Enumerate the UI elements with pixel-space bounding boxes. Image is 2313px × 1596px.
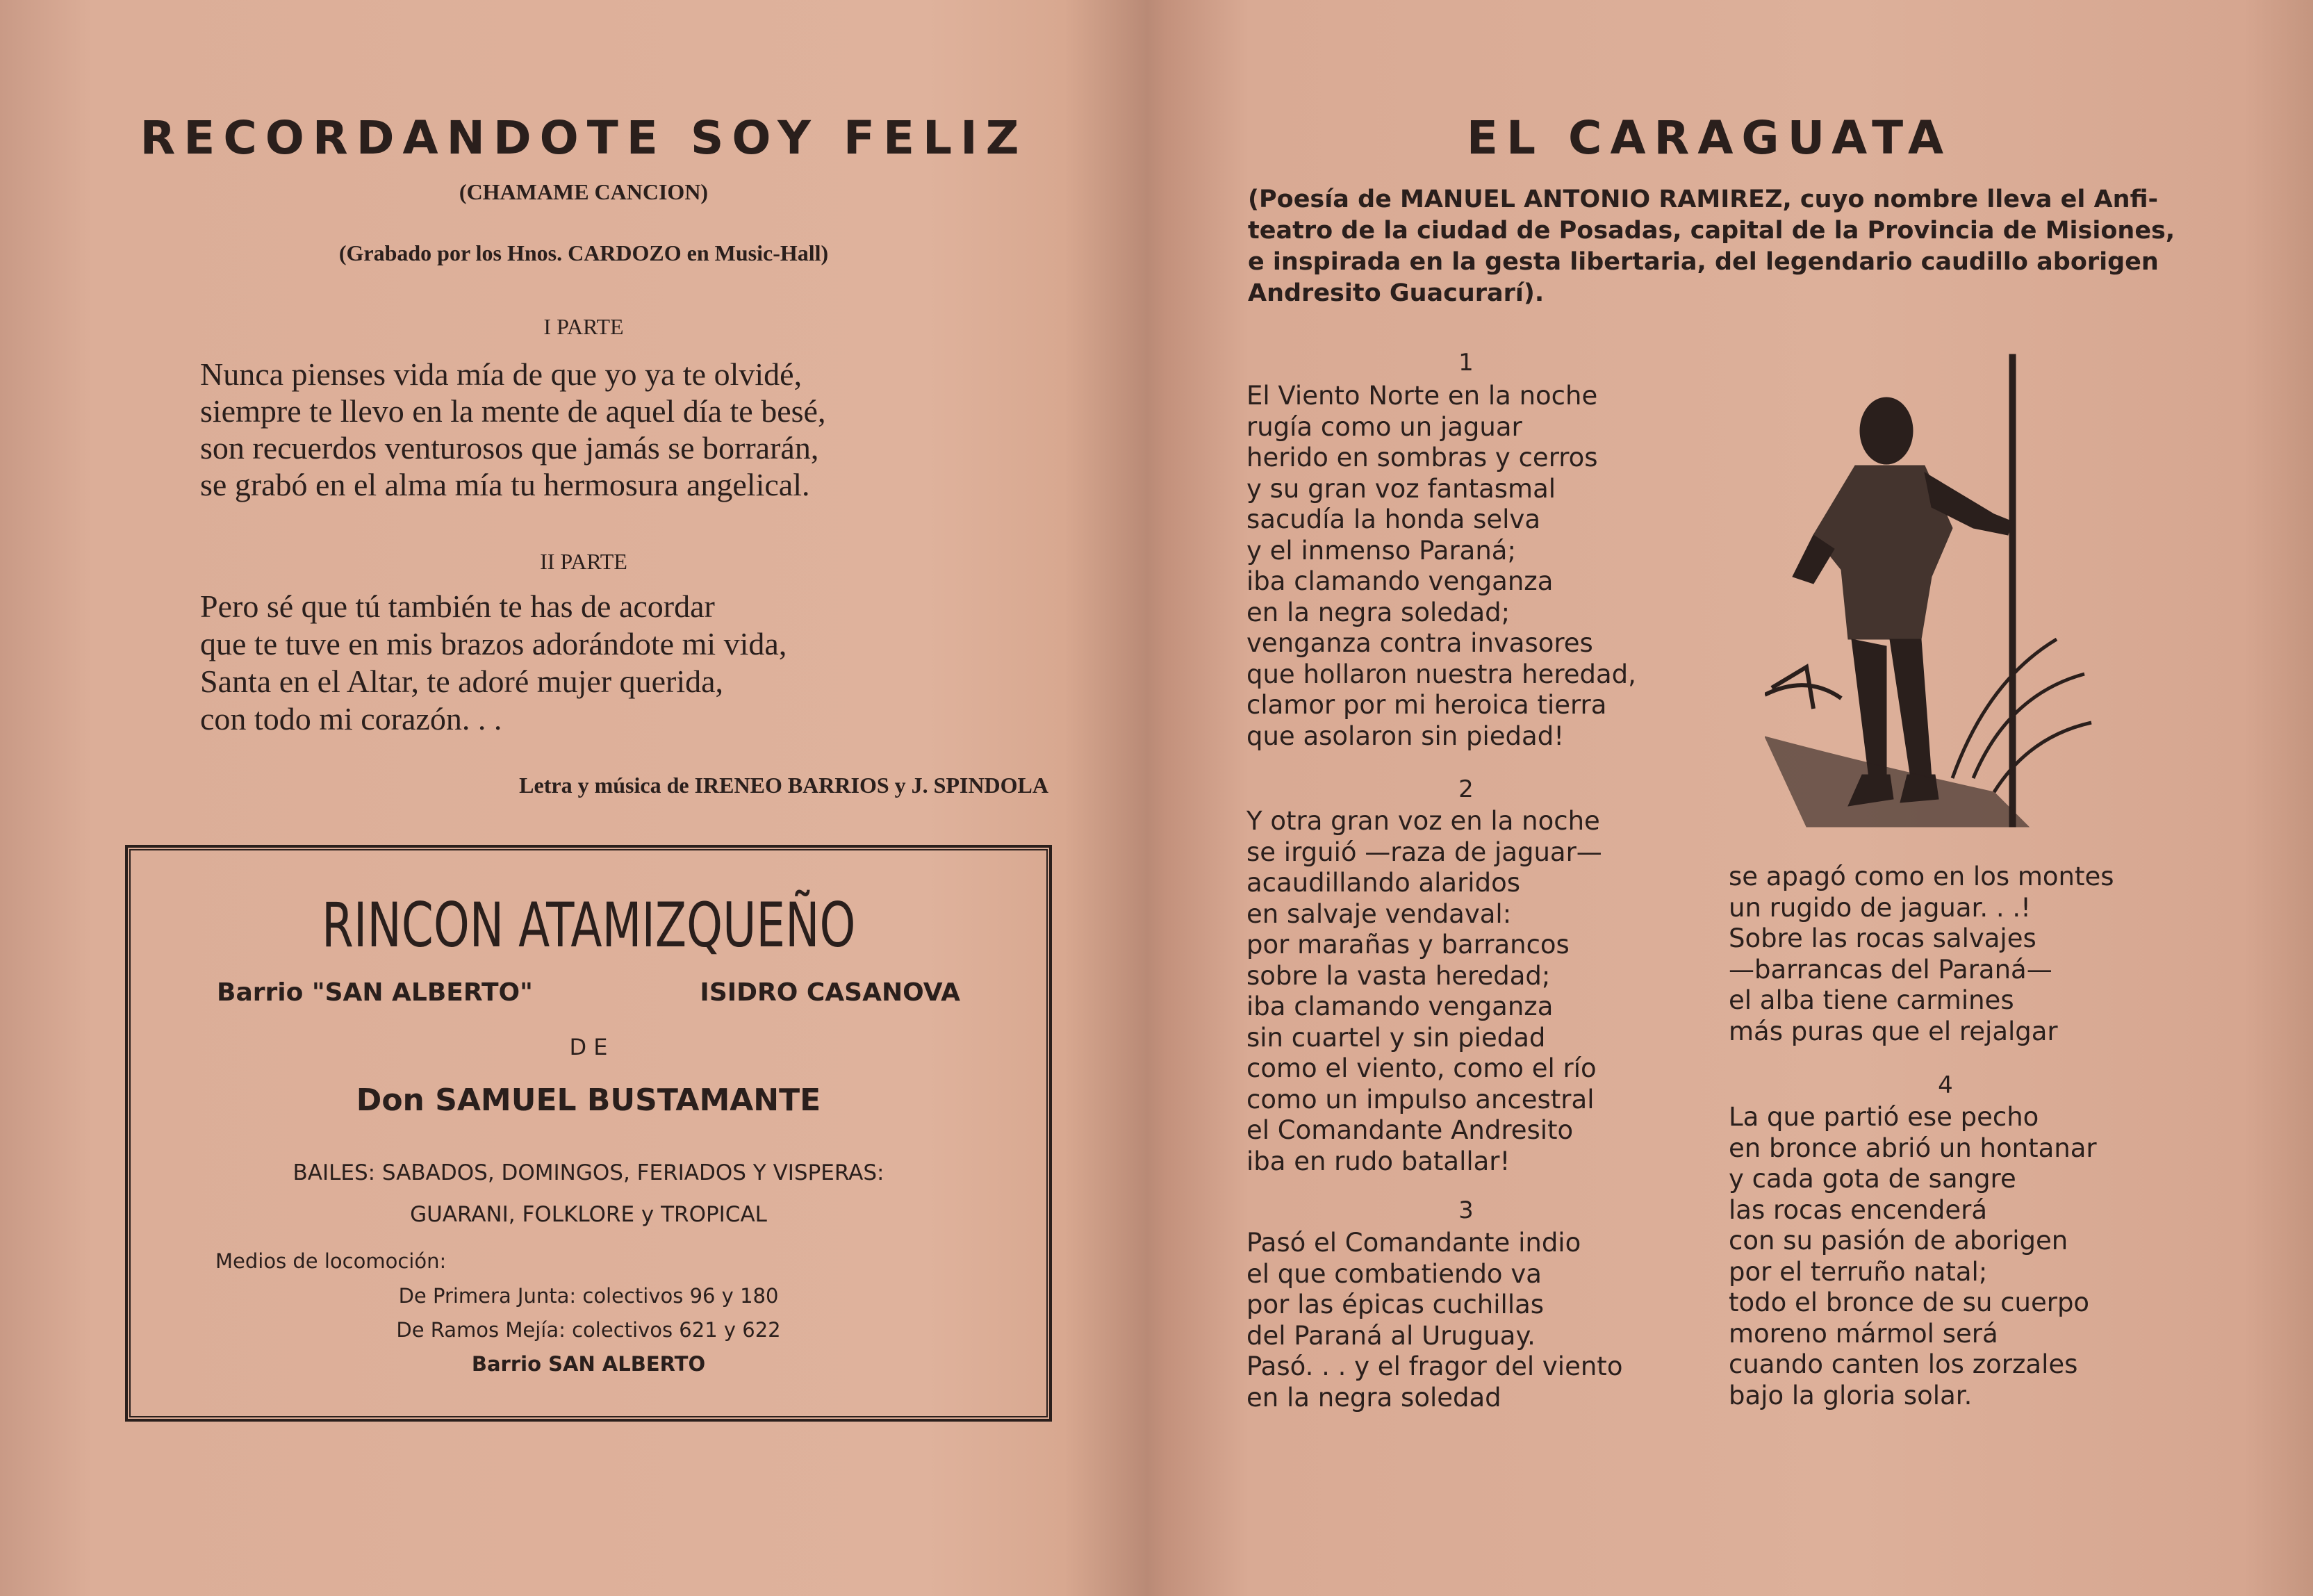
song-title: RECORDANDOTE SOY FELIZ	[140, 111, 1028, 165]
intro-line: (Poesía de MANUEL ANTONIO RAMIREZ, cuyo nombre lleva el Anfi-	[1248, 186, 2159, 213]
ad-transport-label: Medios de locomoción:	[215, 1249, 447, 1273]
poem-line: como el viento, como el río	[1246, 1053, 1597, 1083]
poem-line: en bronce abrió un hontanar	[1729, 1133, 2097, 1163]
poem-line: en salvaje vendaval:	[1246, 898, 1512, 929]
verse-line: son recuerdos venturosos que jamás se borrarán,	[200, 430, 819, 466]
poem-line: cuando canten los zorzales	[1729, 1349, 2078, 1379]
intro-line: Andresito Guacurarí).	[1248, 279, 1545, 307]
verse-line: Pero sé que tú también te has de acordar	[200, 589, 715, 624]
verse-line: Santa en el Altar, te adoré mujer querida,	[200, 664, 724, 699]
poem-line: en la negra soledad;	[1246, 597, 1511, 627]
poem-line: que asolaron sin piedad!	[1246, 721, 1565, 751]
poem-line: se irguió —raza de jaguar—	[1246, 837, 1602, 867]
poem-line: El Viento Norte en la noche	[1246, 381, 1598, 411]
poem-line: las rocas encenderá	[1729, 1194, 1987, 1225]
poem-line: más puras que el rejalgar	[1729, 1016, 2058, 1046]
poem-line: Pasó el Comandante indio	[1246, 1228, 1581, 1258]
indigenous-warrior-illustration	[1765, 347, 2105, 848]
stanza-number: 1	[1458, 349, 1474, 377]
intro-line: teatro de la ciudad de Posadas, capital de la Provincia de Misiones,	[1248, 217, 2175, 245]
poem-line: iba clamando venganza	[1246, 566, 1554, 596]
poem-line: sobre la vasta heredad;	[1246, 960, 1551, 991]
part-heading: I PARTE	[543, 314, 624, 339]
poem-line: bajo la gloria solar.	[1729, 1380, 1973, 1410]
stanza-number: 2	[1458, 775, 1474, 803]
stanza-3-continued	[1729, 862, 2114, 1047]
recording-note: (Grabado por los Hnos. CARDOZO en Music-Hall)	[338, 240, 829, 265]
intro-line: e inspirada en la gesta libertaria, del legendario caudillo aborigen	[1248, 248, 2159, 276]
poem-line: La que partió ese pecho	[1729, 1102, 2039, 1132]
ad-venue-name: RINCON ATAMIZQUEÑO	[321, 889, 856, 961]
poem-intro	[1248, 184, 2175, 309]
poem-line: todo el bronce de su cuerpo	[1729, 1288, 2090, 1317]
stanza-1	[1246, 381, 1636, 752]
verse-line: con todo mi corazón. . .	[200, 701, 502, 737]
poem-line: venganza contra invasores	[1246, 628, 1593, 658]
poem-line: sin cuartel y sin piedad	[1246, 1022, 1546, 1053]
ad-music: GUARANI, FOLKLORE y TROPICAL	[410, 1202, 767, 1227]
stanza-2	[1246, 806, 1602, 1177]
verse-line: que te tuve en mis brazos adorándote mi vida,	[200, 626, 787, 661]
poem-line: por las épicas cuchillas	[1246, 1290, 1545, 1319]
poem-line: clamor por mi heroica tierra	[1246, 690, 1607, 720]
ad-transport-1: De Primera Junta: colectivos 96 y 180	[398, 1284, 779, 1308]
ad-owner: Don SAMUEL BUSTAMANTE	[356, 1083, 821, 1118]
song-credits: Letra y música de IRENEO BARRIOS y J. SPINDOLA	[519, 773, 1048, 798]
poem-line: iba clamando venganza	[1246, 992, 1554, 1021]
poem-line: iba en rudo batallar!	[1246, 1146, 1511, 1176]
poem-line: moreno mármol será	[1729, 1318, 1998, 1349]
poem-line: el Comandante Andresito	[1246, 1115, 1574, 1145]
poem-line: el alba tiene carmines	[1729, 985, 2014, 1015]
poem-line: —barrancas del Paraná—	[1729, 954, 2052, 985]
ad-locality: ISIDRO CASANOVA	[700, 978, 960, 1007]
poem-line: y cada gota de sangre	[1729, 1164, 2016, 1194]
verse-line: siempre te llevo en la mente de aquel día te besé,	[200, 393, 826, 429]
poem-line: herido en sombras y cerros	[1246, 443, 1598, 472]
poem-line: por marañas y barrancos	[1246, 930, 1570, 960]
poem-line: Y otra gran voz en la noche	[1246, 806, 1600, 836]
poem-line: se apagó como en los montes	[1729, 862, 2114, 891]
song-subtitle: (CHAMAME CANCION)	[459, 179, 709, 204]
poem-line: y el inmenso Paraná;	[1246, 535, 1516, 566]
poem-line: como un impulso ancestral	[1246, 1084, 1595, 1114]
ad-footer: Barrio SAN ALBERTO	[471, 1352, 706, 1376]
poem-line: rugía como un jaguar	[1246, 411, 1522, 442]
part-heading: II PARTE	[540, 549, 627, 574]
stanza-4	[1729, 1102, 2097, 1411]
verse-part-2	[200, 588, 787, 738]
stanza-number: 3	[1458, 1196, 1474, 1224]
ad-de: D E	[569, 1034, 608, 1060]
ad-barrio: Barrio "SAN ALBERTO"	[217, 978, 533, 1007]
poem-line: en la negra soledad	[1246, 1382, 1501, 1413]
verse-line: Nunca pienses vida mía de que yo ya te olvidé,	[200, 356, 802, 392]
ad-dances: BAILES: SABADOS, DOMINGOS, FERIADOS Y VISPERAS:	[293, 1160, 884, 1185]
stanza-number: 4	[1938, 1071, 1953, 1099]
poem-line: con su pasión de aborigen	[1729, 1226, 2068, 1256]
verse-part-1	[200, 356, 825, 503]
poem-title: EL CARAGUATA	[1466, 111, 1952, 165]
poem-line: acaudillando alaridos	[1246, 868, 1520, 898]
verse-line: se grabó en el alma mía tu hermosura angelical.	[200, 467, 810, 502]
poem-line: que hollaron nuestra heredad,	[1246, 659, 1636, 689]
poem-line: un rugido de jaguar. . .!	[1729, 892, 2032, 923]
poem-line: del Paraná al Uruguay.	[1246, 1320, 1536, 1351]
poem-line: el que combatiendo va	[1246, 1258, 1542, 1289]
ad-transport-2: De Ramos Mejía: colectivos 621 y 622	[396, 1318, 781, 1342]
poem-line: y su gran voz fantasmal	[1246, 473, 1556, 504]
advertisement-box	[125, 845, 1052, 1422]
poem-line: por el terruño natal;	[1729, 1256, 1988, 1287]
poem-line: Pasó. . . y el fragor del viento	[1246, 1351, 1623, 1381]
poem-line: Sobre las rocas salvajes	[1729, 923, 2036, 953]
poem-line: sacudía la honda selva	[1246, 504, 1541, 534]
stanza-3	[1246, 1228, 1622, 1413]
